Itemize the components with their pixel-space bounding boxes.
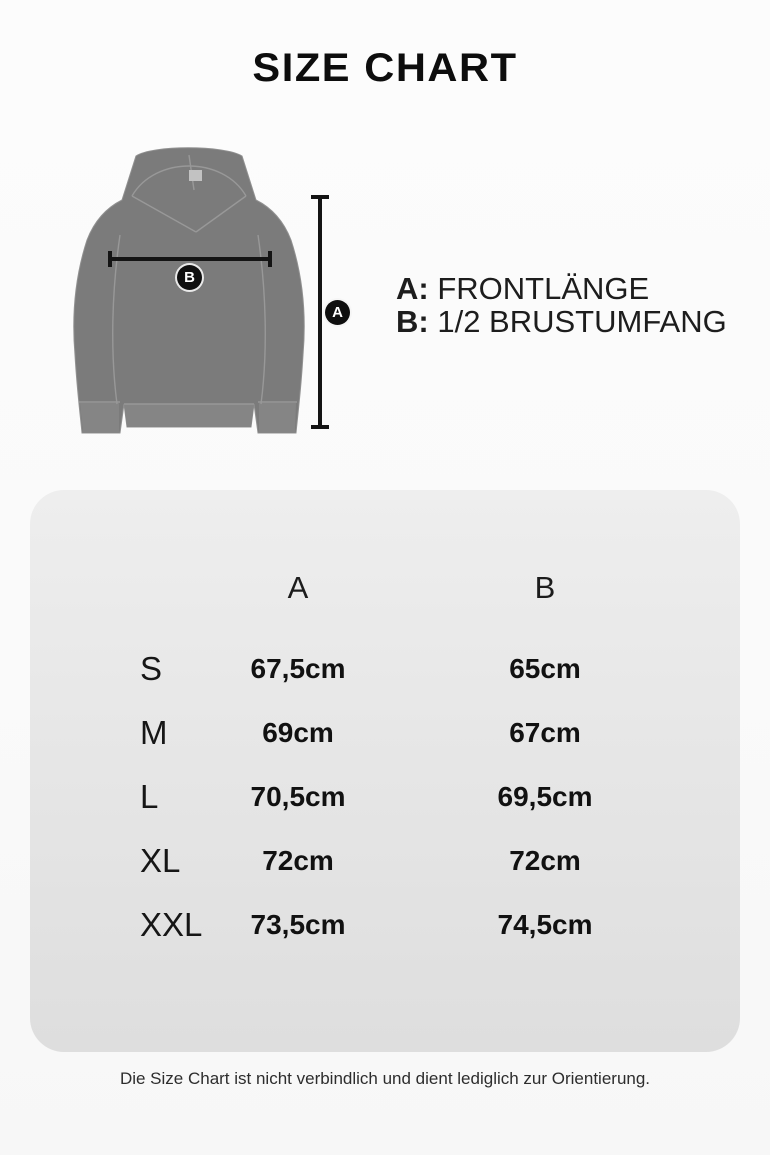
value-a: 67,5cm xyxy=(250,653,346,684)
value-b: 65cm xyxy=(509,653,581,684)
size-row-l xyxy=(30,765,740,829)
page-title: SIZE CHART xyxy=(252,46,518,90)
size-label: L xyxy=(140,778,159,815)
legend-item-b xyxy=(396,305,727,338)
measure-line-a xyxy=(318,197,322,427)
size-row-m xyxy=(30,701,740,765)
measure-line-a-cap-top xyxy=(311,195,329,199)
legend-item-a xyxy=(396,272,727,305)
badge-a: A xyxy=(325,300,350,325)
measure-line-a-cap-bottom xyxy=(311,425,329,429)
measure-line-b-cap-left xyxy=(108,251,112,267)
legend-text-a: FRONTLÄNGE xyxy=(437,271,650,306)
hoodie-illustration xyxy=(70,140,320,445)
value-a: 69cm xyxy=(262,717,334,748)
hoodie-right-cuff xyxy=(259,403,296,432)
hoodie-hem-band xyxy=(124,404,254,427)
legend-key-b: B: xyxy=(396,304,429,339)
size-label: XL xyxy=(140,842,181,879)
size-table-card xyxy=(30,490,740,1052)
column-header-b: B xyxy=(534,570,556,605)
badge-b: B xyxy=(177,265,202,290)
value-a: 72cm xyxy=(262,845,334,876)
measure-line-b xyxy=(110,257,270,261)
legend-text-b: 1/2 BRUSTUMFANG xyxy=(437,304,727,339)
hood-label-tag xyxy=(189,170,202,181)
value-b: 74,5cm xyxy=(497,909,593,940)
value-a: 73,5cm xyxy=(250,909,346,940)
size-row-xxl xyxy=(30,893,740,957)
size-label: S xyxy=(140,650,163,687)
size-table-header xyxy=(30,570,740,606)
value-b: 67cm xyxy=(509,717,581,748)
size-table-body xyxy=(30,637,740,957)
measurement-legend xyxy=(396,272,727,338)
hoodie-body-shape xyxy=(74,148,304,433)
footer-note: Die Size Chart ist nicht verbindlich und dient lediglich zur Orientierung. xyxy=(119,1069,651,1088)
value-a: 70,5cm xyxy=(250,781,346,812)
size-row-s xyxy=(30,637,740,701)
size-label: M xyxy=(140,714,168,751)
value-b: 72cm xyxy=(509,845,581,876)
hoodie-left-cuff xyxy=(80,403,119,432)
legend-key-a: A: xyxy=(396,271,429,306)
column-header-a: A xyxy=(287,570,309,605)
value-b: 69,5cm xyxy=(497,781,593,812)
measure-line-b-cap-right xyxy=(268,251,272,267)
size-label: XXL xyxy=(140,906,203,943)
size-row-xl xyxy=(30,829,740,893)
